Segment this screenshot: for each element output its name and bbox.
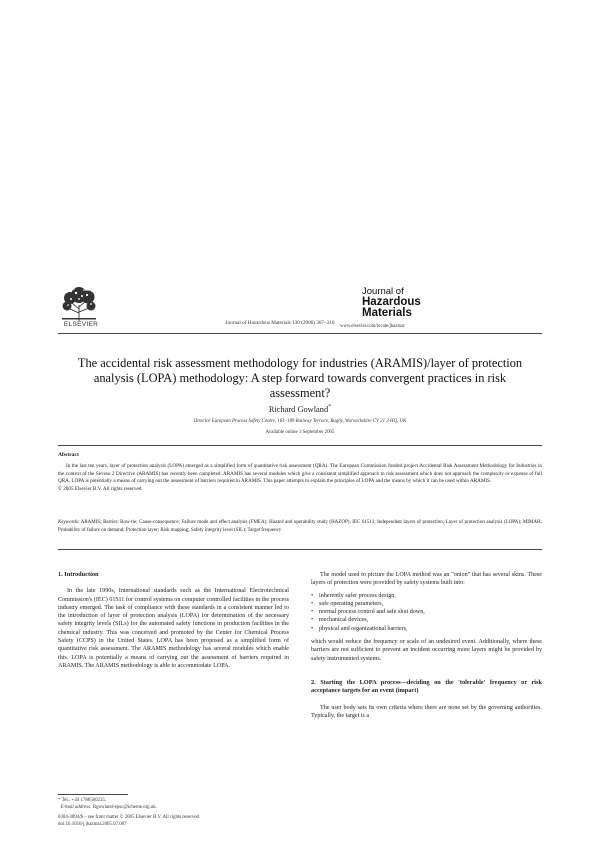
footnote-telephone: * Tel.: +44 1788560235.	[58, 798, 107, 803]
right-column	[311, 571, 542, 720]
left-column	[58, 571, 289, 670]
keywords	[58, 519, 542, 534]
list-item: • physical and organizational barriers,	[311, 625, 542, 633]
author-affiliation: Director European Process Safety Centre, 161–189 Railway Terrace, Rugby, Warwickshire CV 21 3 HQ, UK	[193, 419, 407, 424]
issn-doi-block	[58, 814, 318, 828]
author-footnote	[58, 797, 298, 811]
abstract-top-rule	[58, 445, 542, 446]
abstract-text: In the last ten years, layer of protection analysis (LOPA) emerged as a simplified form of quantitative risk assessment (QRA). The European Commission funded project Accidental Risk Assessment Methodology for Industries in the context of the Seveso 2 Directive (ARAMIS) has recently been completed. ARAMIS has several modules which give a consistent simplified approach to risk assessment which does not approach the complexity or expense of full QRA. LOPA is potentially a means of carrying out the assessment of barriers required in ARAMIS. This paper attempts to explain the principles of LOPA and the means by which it can be used within ARAMIS.	[58, 463, 542, 485]
abstract-body	[58, 463, 542, 493]
journal-url[interactable]: www.elsevier.com/locate/jhazmat	[340, 324, 405, 329]
journal-title-line-1: Journal of	[362, 286, 404, 297]
section-1-heading: 1. Introduction	[58, 571, 99, 578]
list-item: • inherently safer process design,	[311, 592, 542, 600]
author-name: Richard Gowland	[268, 404, 329, 414]
footnote-email-label: E-mail address:	[60, 805, 92, 810]
keywords-label: Keywords:	[58, 520, 80, 525]
abstract-copyright: © 2005 Elsevier B.V. All rights reserved.	[58, 485, 143, 492]
doi-line[interactable]: doi:10.1016/j.jhazmat.2005.07.007	[58, 822, 127, 827]
journal-title	[362, 287, 442, 320]
article-title: The accidental risk assessment methodology for industries (ARAMIS)/layer of protection analysis (LOPA) methodology: A step forward towards convergent practices in risk assessment?	[77, 356, 523, 400]
footnote-email[interactable]: Rgowland-epsc@icheme.org.uk.	[92, 805, 157, 810]
criteria-paragraph: The user body sets its own criteria where there are none set by the governing authorities. Typically, the target is a	[311, 704, 542, 719]
introduction-paragraph: In the late 1990s, International standards such as the International Electrotechnical Commission's (IEC) 61511 for control systems on computer controlled facilities in the process industry emerged. The task of compliance with these standards in a consistent manner led to the introduction of layer of protection analysis (LOPA) for determination of the necessary safety integrity levels (SILs) for the automated safety functions in production facilities in the chemical industry. This was conceived and promoted by the Center for Chemical Process Safety (CCPS) in the United States. LOPA has been proposed as a simplified form of quantitative risk assessment. The ARAMIS methodology has several modules which enable this. LOPA is potentially a means of carrying out the assessment of barriers required in ARAMIS. The ARAMIS methodology is able to accommodate LOPA.	[58, 588, 289, 669]
section-2-heading: 2. Starting the LOPA process—deciding on the 'tolerable' frequency or risk acceptance targets for an event (impact)	[311, 678, 542, 695]
journal-title-line-2: Hazardous	[362, 295, 421, 308]
list-item: • normal process control and safe shut down,	[311, 608, 542, 616]
author-footnote-mark[interactable]: *	[328, 404, 332, 410]
availability-date: Available online 1 September 2005	[265, 430, 335, 435]
abstract-bottom-rule	[58, 549, 542, 550]
issn-line: 0304-3894/$ – see front matter © 2005 Elsevier B.V. All rights reserved.	[58, 815, 201, 820]
journal-citation: Journal of Hazardous Materials 130 (2006) 307–310	[225, 320, 335, 326]
abstract-heading: Abstract	[58, 452, 79, 458]
onion-model-paragraph: The model used to picture the LOPA method was an "onion" that has several skins. These layers of protection were provided by safety systems built into:	[311, 572, 542, 587]
footnote-rule	[58, 794, 128, 795]
list-item: • safe operating parameters,	[311, 600, 542, 608]
list-item: • mechanical devices,	[311, 616, 542, 624]
header-rule	[58, 333, 542, 334]
journal-title-line-3: Materials	[362, 307, 412, 319]
barriers-paragraph: which would reduce the frequency or scale of an undesired event. Additionally, where these barriers are not sufficient to prevent an incident occurring more layers might be provided by safety instrumented systems.	[311, 639, 542, 662]
author-line	[200, 404, 400, 414]
elsevier-tree-logo	[58, 283, 100, 323]
publisher-name: ELSEVIER	[63, 321, 99, 328]
keywords-list: ARAMIS; Barrier; Bow-tie; Cause-consequence; Failure mode and effect analysis (FMEA); Hazard and operability study (HAZOP); IEC 61511; Independent layers of protection; Layer of protection analysis (LOPA); MIMAH; Probability of failure on demand; Protection layer; Risk mapping; Safety integrity level (SIL); Target frequency	[58, 520, 542, 533]
protection-layers-list	[311, 592, 542, 633]
